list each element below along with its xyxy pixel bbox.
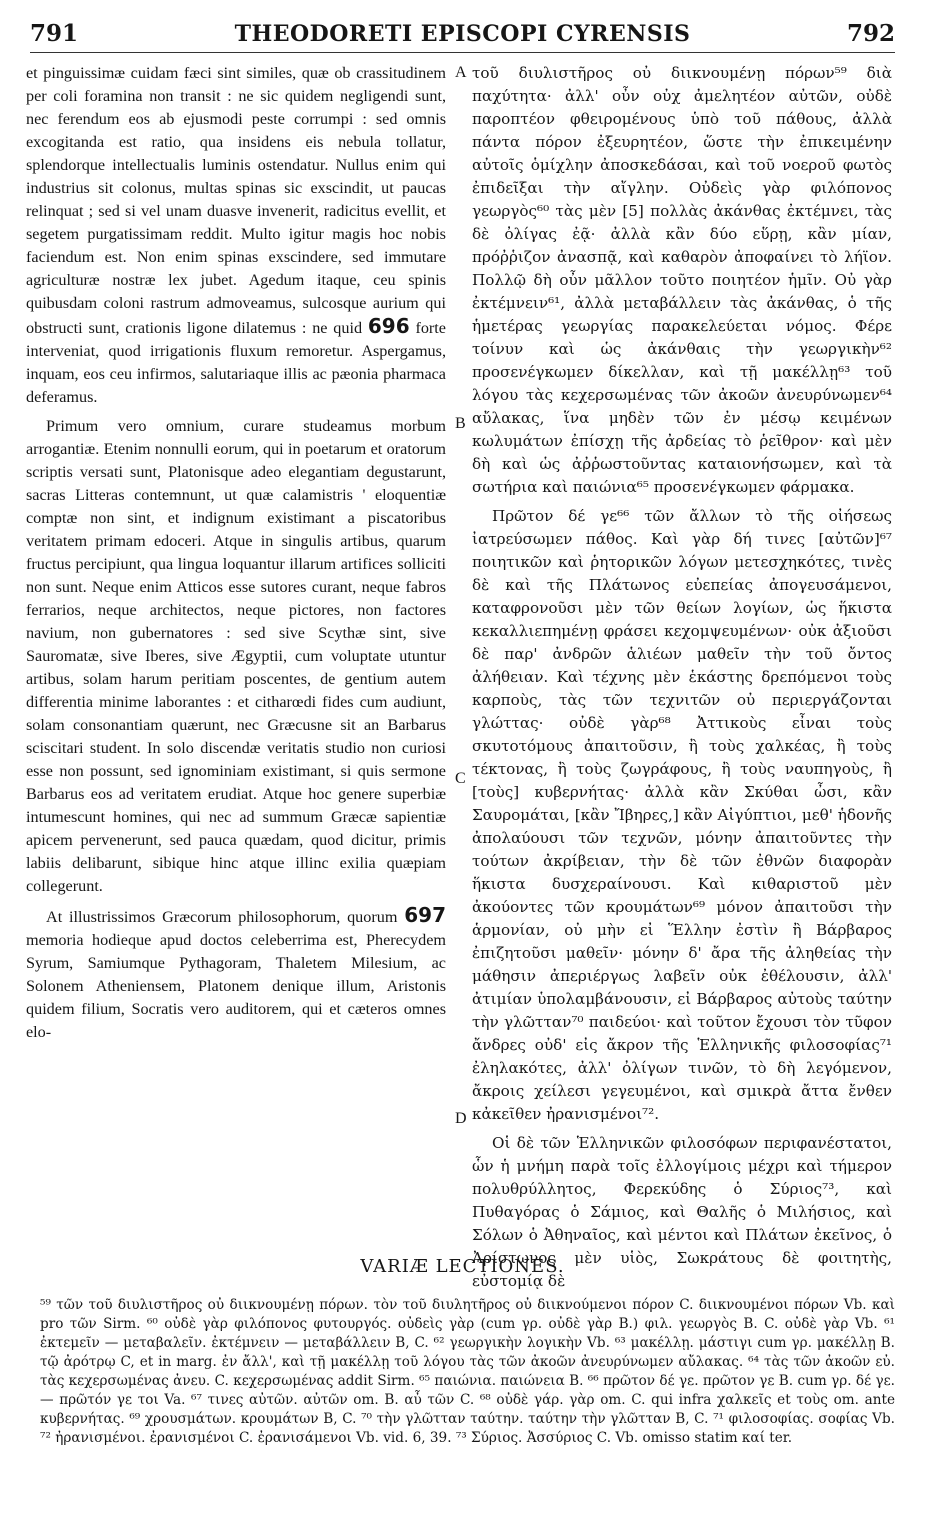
page-header: [30, 12, 895, 53]
latin-paragraph-2: Primum vero omnium, curare studeamus morbum arrogantiæ. Etenim nonnulli eorum, qui in poetarum et oratorum scriptis versati sunt, Platonisque adeo elegantiam degustarunt, sacras Litteras contemnunt, ut quæ calamistris ' eloquentiæ comptæ non sint, et indignum existimant a piscatoribus veritatem primam edoceri. Atque in singulis artibus, quarum fructus percipiunt, qua lingua loquantur illarum artifices solliciti non sunt. Neque enim Atticos esse sutores curant, neque fabros ferrarios, neque architectos, neque pictores, non factores navium, non gubernatores : sed sive Scythæ sint, sive Sauromatæ, sive Iberes, sive Ægyptii, cum voluptate utuntur artibus, solam harum peritiam poscentes, de gentium autem differentia minime laborantes : et citharœdi fides cum audiunt, solam consonantiam quærunt, nec Græcusne sit an Barbarus sciscitari student. In solo discendæ veritatis studio non curiosi esse non possunt, sed ignominiam existimant, si quis sermone Barbarus eos ad veritatem erudiat. Atque hoc genere superbiæ intumescunt homines, qui nec ad summum Græcæ sapientiæ apicem pervenerunt, sed pauca quædam, quod dicitur, primis labiis delibarunt, sibique hinc atque illinc exilia quæpiam collegerunt.: [26, 417, 446, 895]
greek-column: [472, 62, 892, 1290]
margin-letter-c: C: [455, 770, 466, 787]
greek-paragraph-2: Πρῶτον δέ γε⁶⁶ τῶν ἄλλων τὸ τῆς οἰήσεως ἰατρεύσωμεν πάθος. Καὶ γὰρ δή τινες [αὐτῶν]⁶⁷ ποιητικῶν καὶ ῥητορικῶν λόγων μετεσχηκότες, τινὲς δὲ καὶ τῆς Πλάτωνος εὐεπείας ἀπογευσάμενοι, καταφρονοῦσι μὲν τῶν θείων λογίων, ὡς ἥκιστα κεκαλλιεπημένῃ φράσει κεχομψευμένων· οὐκ ἀξιοῦσι δὲ παρ' ἀνδρῶν ἁλιέων μαθεῖν τὴν τοῦ ὄντος ἀλήθειαν. Καὶ τέχνης μὲν ἑκάστης δρεπόμενοι τοὺς καρποὺς, τὰς τῶν τεχνιτῶν οὐ περιεργάζονται γλώττας· οὐδὲ γὰρ⁶⁸ Ἀττικοὺς εἶναι τοὺς σκυτοτόμους ἀπαιτοῦσιν, ἢ τοὺς χαλκέας, ἢ τοὺς τέκτονας, ἢ τοὺς ζωγράφους, ἢ τοὺς ναυπηγοὺς, ἢ [τοὺς] κυβερνήτας· ἀλλὰ κἂν Σκύθαι ὦσι, κἂν Σαυρομάται, [κἂν Ἴβηρες,] κἂν Αἰγύπτιοι, μεθ' ἡδονῆς ἀπολαύουσι τῶν τεχνῶν, μόνην ἀπαιτοῦντες τὴν τούτων ἀκρίβειαν, τὴν δὲ τῶν ἐθνῶν διαφορὰν ἥκιστα δυσχεραίνουσι. Καὶ κιθαριστοῦ μὲν ἀκούοντες τῶν κρουμάτων⁶⁹ μόνον ἀπαιτοῦσι τὴν ἁρμονίαν, οὐ μὴν εἰ Ἕλλην ἐστὶν ἢ Βάρβαρος ἐπιζητοῦσι μαθεῖν· μόνην δ' ἄρα τῆς ἀληθείας τὴν μάθησιν ἀπεριέργως λαβεῖν οὐκ ἐθέλουσιν, ἀλλ' ἀτιμίαν ὑπολαμβάνουσιν, εἰ Βάρβαρος αὐτοὺς ταύτην τὴν γλῶτταν⁷⁰ παιδεύοι· καὶ τοῦτον ἔχουσι τὸν τῦφον ἄνδρες οὐδ' εἰς ἄκρον τῆς Ἑλληνικῆς φιλοσοφίας⁷¹ ἐληλακότες, ἀλλ' ὀλίγων τινῶν, τὸ δὴ λεγόμενον, ἄκροις χείλεσι γεγευμένοι, καὶ σμικρὰ ἄττα ἔνθεν κἀκεῖθεν ἠρανισμένοι⁷².: [472, 507, 892, 1123]
greek-paragraph-1: τοῦ διυλιστῆρος οὐ διικνουμένῃ πόρων⁵⁹ διὰ παχύτητα· ἀλλ' οὖν οὐχ ἀμελητέον αὐτῶν, οὐδὲ παροπτέον φθειρομένους ὑπὸ τοῦ πάθους, ἀλλὰ πάντα πόρον ἐξευρητέον, ὥστε τὴν ἐπικειμένην αὐτοῖς ὁμίχλην ἀποσκεδάσαι, καὶ τοῦ νοεροῦ φωτὸς ἐπιδεῖξαι τὴν αἴγλην. Οὐδεὶς γὰρ φιλόπονος γεωργὸς⁶⁰ τὰς μὲν [5] πολλὰς ἀκάνθας ἐκτέμνει, τὰς δὲ ὀλίγας ἐᾷ· ἀλλὰ κἂν δύο εὕρῃ, κἂν μίαν, πρόῤῥιζον ἀνασπᾷ, καὶ καθαρὸν ἀποφαίνει τὸ λήϊον. Πολλῷ δὴ οὖν μᾶλλον τοῦτο ποιητέον ἡμῖν. Οὐ γὰρ ἐκτέμνειν⁶¹, ἀλλὰ μεταβάλλειν τὰς ἀκάνθας, ὁ τῆς ἡμετέρας γεωργίας παρακελεύεται νόμος. Φέρε τοίνυν καὶ ὡς ἀκάνθαις τὴν γεωργικὴν⁶² προσενέγκωμεν δίκελλαν, καὶ τῇ μακέλλῃ⁶³ τοῦ λόγου τὰς κεχερσωμένας τῶν ἀκοῶν ἀνευρύνωμεν⁶⁴ αὔλακας, ἵνα μηδὲν τῶν ἐν μέσῳ κειμένων κωλυμάτων ἐπίσχῃ τῆς ἀρδείας τὸ ῥεῖθρον· καὶ μὲν δὴ καὶ ὡς ἀῤῥωστοῦντας καταιονήσωμεν, καὶ τὰ σωτήρια καὶ παιώνια⁶⁵ προσενέγκωμεν φάρμακα.: [472, 64, 892, 496]
running-title: THEODORETI EPISCOPI CYRENSIS: [234, 21, 691, 47]
latin-text-1b: forte interveniat, quod irrigationis fluxum remoretur. Aspergamus, inquam, eos ceu infirmos, salutariaque illis ac pæonia pharmaca deferamus.: [26, 319, 446, 406]
latin-paragraph-3: [26, 904, 446, 1044]
latin-paragraph-1: [26, 62, 446, 409]
latin-text-3b: memoria hodieque apud doctos celeberrima est, Pherecydem Syrum, Samiumque Pythagoram, Thaletem Milesium, ac Solonem Atheniensem, Platonem denique illum, Aristonis quidem filium, Socratis vero auditorem, qui et cæteros omnes elo-: [26, 931, 446, 1041]
latin-text-3a: At illustrissimos Græcorum philosophorum, quorum: [46, 908, 398, 926]
column-mark-696: 696: [367, 314, 410, 338]
page-number-right: 792: [846, 20, 895, 47]
page-number-left: 791: [30, 20, 79, 47]
margin-letter-a: A: [455, 64, 467, 81]
margin-letter-b: B: [455, 415, 466, 432]
column-mark-697: 697: [404, 903, 447, 927]
margin-letter-d: D: [455, 1110, 467, 1127]
variae-lectiones-text: ⁵⁹ τῶν τοῦ διυλιστῆρος οὐ διικνουμένῃ πόρων. τὸν τοῦ διυλητῆρος οὐ διικνούμενοι πόρον C. διικνουμένοι πόρων Vb. καὶ pro τῶν Sirm. ⁶⁰ οὐδὲ γὰρ φιλόπονος φυτουργός. οὐδεὶς γὰρ (cum γρ. οὐδὲ γὰρ B.) φιλ. γεωργὸς B. C. οὐδὲ γὰρ Vb. ⁶¹ ἐκτεμεῖν — μεταβαλεῖν. ἐκτέμνειν — μεταβάλλειν B, C. ⁶² γεωργικὴν λογικὴν Vb. ⁶³ μακέλλῃ. μάστιγι cum γρ. μακέλλῃ B. τῷ ἀρότρῳ C, et in marg. ἐν ἄλλ', καὶ τῇ μακέλλῃ τοῦ λόγου τὰς τῶν ἀκοῶν ἀνευρύνωμεν αὔλακας. ⁶⁴ τὰς τῶν ἀκοῶν εὐ. τὰς κεχερσωμένας ἀνευ. C. κεχερσωμένας addit Sirm. ⁶⁵ παιώνια. παιώνεια B. ⁶⁶ πρῶτον δέ γε. πρῶτον γε B. cum γρ. δέ γε. — πρῶτόν γε τοι Va. ⁶⁷ τινες αὐτῶν. αὐτῶν om. B. αὖ τῶν C. ⁶⁸ οὐδὲ γάρ. γὰρ om. C. qui infra χαλκεῖς et τοὺς om. ante κυβερνήτας. ⁶⁹ χρουσμάτων. κρουμάτων B, C. ⁷⁰ τὴν γλῶτταν ταύτην. ταύτην τὴν γλῶτταν B, C. ⁷¹ φιλοσοφίας. σοφίας Vb. ⁷² ἠρανισμένοι. ἐρανισμένοι C. ἐρανισάμενοι Vb. vid. 6, 39. ⁷³ Σύριος. Ἀσσύριος C. Vb. omisso statim καί ter.: [40, 1297, 895, 1446]
greek-paragraph-3: Οἱ δὲ τῶν Ἑλληνικῶν φιλοσόφων περιφανέστατοι, ὧν ἡ μνήμη παρὰ τοῖς ἐλλογίμοις μέχρι καὶ τήμερον πολυθρύλλητος, Φερεκύδης ὁ Σύριος⁷³, καὶ Πυθαγόρας ὁ Σάμιος, καὶ Θαλῆς ὁ Μιλήσιος, καὶ Σόλων ὁ Ἀθηναῖος, καὶ μέντοι καὶ Πλάτων ἐκεῖνος, ὁ Ἀρίστωνος μὲν υἱὸς, Σωκράτους δὲ φοιτητὴς, εὐστομίᾳ δὲ: [472, 1134, 892, 1290]
variae-lectiones-title: VARIÆ LECTIONES.: [360, 1256, 565, 1277]
latin-text-1a: et pinguissimæ cuidam fæci sint similes, quæ ob crassitudinem per coli foramina non transit : ne sic quidem negligendi sunt, nec ferendum eos ab ejusmodi peste corrumpi : sed omnis excogitanda est ratio, qua insidens eis nebula tollatur, splendorque intellectualis luminis ostendatur. Nullus enim qui industrius sit colonus, multas spinas sic exscindit, ut paucas relinquat ; sed si vel unam duasve invenerit, radicitus evellit, et segetem purgatissimam reddit. Multo igitur magis hoc nobis faciendum est. Non enim spinas exscindere, sed immutare agriculturæ nostræ lex jubet. Agedum itaque, ceu spinis quibusdam coloni rastrum admoveamus, sulcosque aurium qui obstructi sunt, crationis ligone dilatemus : ne quid: [26, 64, 446, 337]
latin-column: [26, 62, 446, 1237]
